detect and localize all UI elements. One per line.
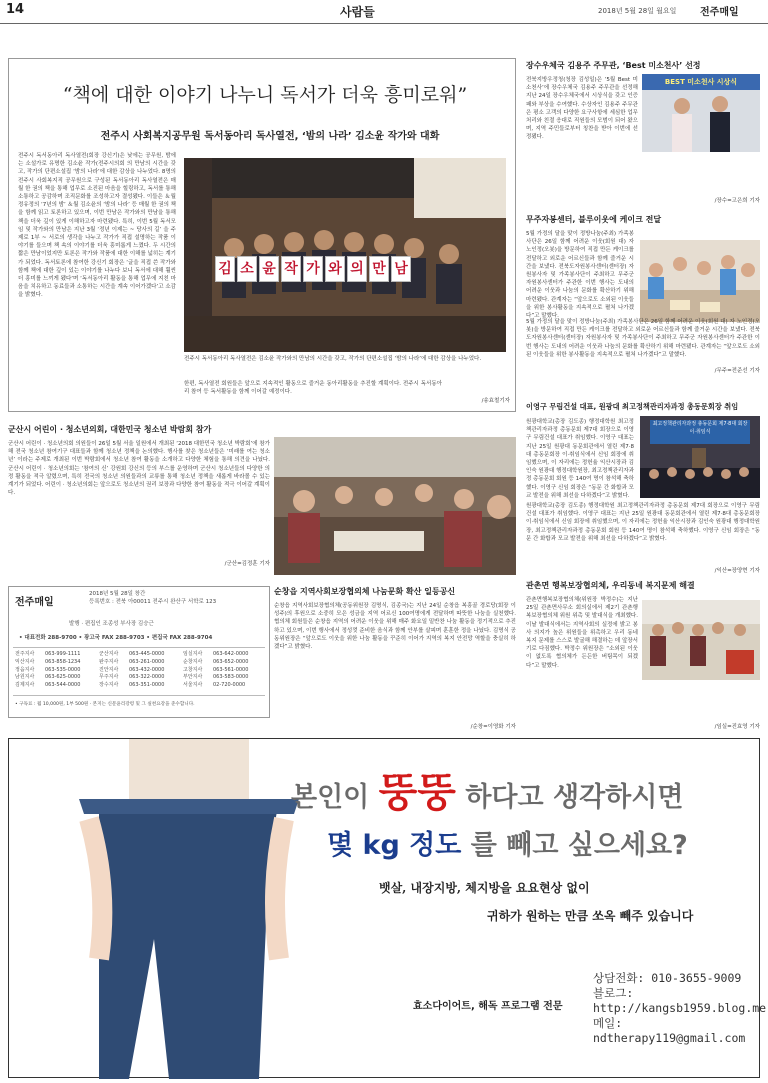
ceremony-screen-text: 최고정책관리자과정 총동문회 제7·8대 회장 이·취임식 — [652, 421, 748, 435]
event-photo-illustration — [274, 437, 516, 575]
sign-letter: 와 — [325, 256, 345, 282]
right-s2-headline: 무주자봉센터, 블루이웃에 케이크 전달 — [526, 215, 662, 224]
ad-contact — [593, 971, 766, 1046]
banner-label: BEST 미소천사 시상식 — [642, 74, 760, 90]
right-s3-photo — [640, 416, 760, 498]
right-s3-body-b: 원광대학교(총장 김도종) 행정대학원 최고정책관리자과정 총동문회 제7대 회장으로 이영구 무림건설 대표가 취임했다. 이영구 대표는 지난 25일 원광대 동문회관에서 열린 제7·8대 총동문회장 이·취임식에서 신임 회장에 취임했으며, 이 자리에는 정헌율 익산시장과 김인숙 원광대 행정대학원장, 최고정책관리자과정 총동문회 회원 등 140여 명이 참석해 축하했다. 이영구 신임 회장은 “동문 간 화합과 모교 발전을 위해 최선을 다하겠다”고 밝혔다. — [526, 503, 760, 542]
right-s2-body-a: 5월 가정의 달을 맞이 정방나눔(주최) 가족봉사단은 26일 함께 어려운 이웃(회원 대) 자 노인정(오봇)을 방문하여 직접 만든 케이크를 전달하고 외로운 어르신들과 함께 즐거운 시간을 보냈다. 전북도자원봉사센터(센터장) 자원봉사자 및 가족봉사단이 주최하고 무주군 자원봉사센터가 주관한 이번 행사는 도내의 어려운 이웃과 나눔의 문화를 확산하기 위해 마련됐다. 관계자는 “앞으로도 소외된 이웃들을 위한 봉사활동을 지속적으로 펼쳐 나가겠다”고 말했다. — [526, 231, 634, 320]
feature-tail: 한편, 독사열전 회원들은 앞으로 지속적인 활동으로 즐거운 동아리활동을 추진할 계획이다. 전주시 독서동아리 참여 등 독서활동을 함께 이어갈 예정이다. — [184, 381, 442, 396]
sunchang-byline: /순창=이영화 기자 — [470, 724, 516, 730]
masthead-col: 063-445-0000 063-261-0000 063-432-0000 063-322-0000 063-351-0000 — [129, 651, 165, 689]
feature-headline: “책에 대한 이야기 나누니 독서가 더욱 흥미로워” — [62, 84, 468, 106]
sign-letter: 의 — [347, 256, 367, 282]
newspaper-brand: 전주매일 — [700, 7, 739, 18]
page-header — [0, 0, 768, 24]
diet-advertisement — [8, 738, 767, 1078]
masthead-col: 군산지사 완주지사 진안지사 무주지사 장수지사 — [99, 651, 119, 689]
section-title: 사람들 — [340, 5, 375, 19]
ad-phone: 상담전화: 010-3655-9009 — [593, 971, 742, 985]
masthead-reg: 2018년 5월 28일 창간 — [89, 591, 146, 597]
issue-date: 2018년 5월 28일 월요일 — [598, 7, 677, 15]
sign-letter: 작 — [281, 256, 301, 282]
right-s2-byline: /무주=전준선 기자 — [714, 368, 760, 374]
right-s3-byline: /익산=장양현 기자 — [714, 568, 760, 574]
sunchang-headline: 순창읍 지역사회보장협의체 나눔문화 확산 일등공신 — [274, 587, 456, 596]
ad-line4: 귀하가 원하는 만큼 쏘옥 빼주 있습니다 — [487, 909, 694, 923]
cake-photo-illustration — [640, 240, 760, 322]
ad-line3: 뱃살, 내장지방, 체지방을 요요현상 없이 — [379, 881, 590, 895]
divider — [13, 695, 265, 696]
ad-line2: 몇 kg 정도 를 빼고 싶으세요? — [327, 830, 688, 861]
sign-letter: 가 — [303, 256, 323, 282]
right-s4-headline: 관촌면 행복보장협의체, 우리동네 복지문제 해결 — [526, 581, 695, 590]
feature-subtitle: 전주시 사회복지공무원 독서동아리 독사열전, ‘밤의 나라’ 김소윤 작가와 대화 — [100, 131, 440, 142]
masthead-foot: • 구독료 : 월 10,000원, 1부 500원 · 본지는 신문윤리강령 및 그 실천요강을 준수합니다. — [15, 702, 195, 707]
youth-byline: /군산=김정훈 기자 — [224, 561, 270, 567]
sign-letter: 남 — [391, 256, 411, 282]
ad-line1: 본인이 뚱뚱 하다고 생각하시면 — [291, 770, 684, 816]
page-number: 14 — [6, 2, 25, 17]
right-s2-photo — [640, 240, 760, 322]
right-s1-headline: 장수우체국 김용주 주무관, ‘Best 미소천사’ 선정 — [526, 61, 701, 70]
right-s4-body: 관촌면행복보장협의체(위원장 박정수)는 지난 25일 관촌면사무소 회의실에서 제2기 관촌행복보장협의체 위원 위촉 및 발대식을 개최했다. 이날 발대식에서는 지역사회의 실정에 밝고 봉사 의지가 높은 위원들을 위촉하고 우리 동네 복지 문제를 스스로 발굴해 해결하는 데 앞장서기로 다짐했다. 박정수 위원장은 “소외된 이웃이 없도록 협의체가 든든한 버팀목이 되겠다”고 말했다. — [526, 597, 638, 669]
feature-photo — [184, 158, 506, 352]
feature-body: 전주시 독서동아리 독사열전(회장 강신기)은 낮에는 공무원, 밤에는 소설가로 유명한 김소윤 작가(전주시의회 의 만남의 시간을 갖고, 작가의 단편소설집 ‘밤의 나라’에 대한 감상을 나누었다. 8명의 전주시 사회복지직 공무원으로 구성된 독서동아리 독사열전은 매월 한 권의 책을 통해 업무로 소진된 마음을 힐링하고, 독서를 통해 소통하고 공감하며 조직문화를 조성하고자 결성됐다. 이들은 ＆월 정유정의 ‘7년의 밤’ ＆월 김소윤의 ‘밤의 나라’ 등 매월 한 권의 책을 함께 읽고 토론하고 있으며, 이번 만남은 작가와의 만남을 통해 책을 더욱 깊이 있게 이해하고자 마련됐다. 특히, 이번 5월 독서모임 및 작가와의 만남은 지난 3월 ‘정년 이제는 ~ 당사의 길’ 을 주제로 1부 ~ 서로의 생각을 나누고 작가가 직접 설명하는 작품 이야기를 들으며 책 속의 이야기를 더욱 흥미롭게 느꼈다. 두 시간의 짧은 만남이었지만 토론은 작가와 작품에 대한 이해를 넓히는 계기가 되었다. 독서토론에 참여한 강신기 회장은 ‘글을 직접 쓴 작가와 함께 책에 대한 깊이 있는 이야기를 나누다 보니 독서에 대해 훨씬 더 흥미를 느끼게 됐다’며 ‘독서동아리 활동을 통해 업무에 지친 마음을 치유하고 동료들과 소통하는 시간을 계속 이어가겠다’고 소감을 밝혔다. — [18, 153, 176, 299]
welfare-photo-illustration — [642, 600, 760, 680]
masthead-box — [8, 586, 270, 718]
sign-letter: 만 — [369, 256, 389, 282]
divider — [13, 647, 265, 648]
right-s1-photo — [642, 74, 760, 152]
right-s3-headline: 이영구 무림건설 대표, 원광대 최고정책관리자과정 총동문회장 취임 — [526, 402, 739, 411]
sign-letter: 소 — [237, 256, 257, 282]
right-s4-byline: /임실=진효영 기자 — [714, 724, 760, 730]
waist-measure-illustration — [59, 739, 319, 1079]
masthead-col: 전주지사 익산지사 정읍지사 남원지사 김제지사 — [15, 651, 35, 689]
right-s1-byline: /장수=고은희 기자 — [714, 198, 760, 204]
ad-email: 메일: ndtherapy119@gmail.com — [593, 1016, 746, 1045]
sign-letter: 김 — [215, 256, 235, 282]
masthead-col: 063-999-1111 063-858-1234 063-535-0000 063-625-0000 063-544-0000 — [45, 651, 81, 689]
sunchang-photo — [274, 437, 516, 575]
sign-letter: 윤 — [259, 256, 279, 282]
feature-byline: /송효철기자 — [481, 398, 510, 404]
right-s4-photo — [642, 600, 760, 680]
youth-headline: 군산시 어린이 · 청소년의회, 대한민국 청소년 박람회 참가 — [8, 425, 212, 434]
right-s1-body: 전북지방우정청(청장 김성일)은 ‘5월 Best 미소천사’에 장수우체국 김용주 주무관을 선정해 지난 24일 장수우체국에서 시상식을 갖고 인증패와 부상을 수여했다. 수상자인 김용주 주무관은 평소 고객의 다양한 요구사항에 세심한 업무처리와 친절 응대로 직원들의 모범이 되어 왔으며, 지역 주민들로부터 칭찬을 받아 이번에 선정됐다. — [526, 77, 638, 141]
sunchang-body: 순창읍 지역사회보장협의체(공동위원장 김명식, 김종국)는 지난 24일 순창읍 복흥골 경로당(회장 이성주)의 후원으로 소중히 모은 성금을 지역 어르신 100여명에게 전달하며 따뜻한 나눔을 실천했다. 협의체 회원들은 순창읍 지역의 어려운 이웃을 위해 매주 화요일 밑반찬 나눔 활동을 정기적으로 추진하고 있으며, 이번 행사에서 정성껏 준비한 음식과 함께 안부를 살피며 훈훈한 정을 나눴다. 김명식 공동위원장은 “앞으로도 이웃을 위한 나눔 활동을 꾸준히 이어가 지역의 복지 안전망 역할을 충실히 하겠다”고 밝혔다. — [274, 603, 516, 651]
masthead-col: 임실지사 순창지사 고창지사 부안지사 서울지사 — [183, 651, 203, 689]
masthead-issue: 발행 · 편집인 조종성 부사장 김승근 — [69, 621, 154, 627]
ad-program: 효소다이어트, 해독 프로그램 전문 — [413, 1001, 563, 1012]
youth-body: 군산시 어린이 · 청소년의회 의원들이 26일 5월 서울 일원에서 개최된 ‘2018 대한민국 청소년 박람회’에 참가해 전국 청소년 참여기구 대표들과 함께 청소년 정책을 논의했다. 행사를 찾은 청소년들은 ‘미래를 여는 청소년’ 이라는 주제로 개최된 이번 박람회에서 청소년 참여 활동을 소개하고 다양한 체험을 통해 의견을 나눴다. 군산시 어린이 · 청소년의회는 ‘참여의 신’ 강원회 강신의 등의 부스를 운영하며 군산시 청소년들의 다양한 의정 활동을 적극 알렸으며, 특히 전국의 청소년 의원들과의 교류를 통해 청소년 정책을 새롭게 바라볼 수 있는 계기가 되었다. 어린이 · 청소년의회는 앞으로도 청소년의 권리 보장과 다양한 참여 활동을 적극 이어갈 계획이다. — [8, 441, 270, 497]
sign-row — [214, 256, 412, 282]
group-photo-illustration — [184, 158, 506, 352]
masthead-col: 063-642-0000 063-652-0000 063-561-0000 063-583-0000 02-720-0000 — [213, 651, 249, 689]
masthead-line1: • 대표전화 288-9700 • 광고국 FAX 288-9703 • 편집국 FAX 288-9704 — [19, 635, 213, 641]
award-photo-illustration — [642, 90, 760, 152]
right-s2-body-b: 5월 가정의 달을 맞이 정방나눔(주최) 가족봉사단은 26일 함께 어려운 이웃(회원 대) 자 노인정(오봇)을 방문하여 직접 만든 케이크를 전달하고 외로운 어르신들과 함께 즐거운 시간을 보냈다. 전북도자원봉사센터(센터장) 자원봉사자 및 가족봉사단이 주최하고 무주군 자원봉사센터가 주관한 이번 행사는 도내의 어려운 이웃과 나눔의 문화를 확산하기 위해 마련됐다. 관계자는 “앞으로도 소외된 이웃들을 위한 봉사활동을 지속적으로 펼쳐 나가겠다”고 말했다. — [526, 319, 760, 358]
feature-photo-caption: 전주시 독서동아리 독사열전은 김소윤 작가와의 만남의 시간을 갖고, 작가의 단편소설집 ‘밤의 나라’에 대한 감상을 나누었다. — [184, 356, 482, 362]
masthead-title: 전주매일 — [15, 597, 54, 608]
right-s3-body-a: 원광대학교(총장 김도종) 행정대학원 최고정책관리자과정 총동문회 제7대 회장으로 이영구 무림건설 대표가 취임했다. 이영구 대표는 지난 25일 원광대 동문회관에서 열린 제7·8대 총동문회장 이·취임식에서 신임 회장에 취임했으며, 이 자리에는 정헌율 익산시장과 김인숙 원광대 행정대학원장, 최고정책관리자과정 총동문회 회원 등 140여 명이 참석해 축하했다. 이영구 신임 회장은 “동문 간 화합과 모교 발전을 위해 최선을 다하겠다”고 밝혔다. — [526, 419, 634, 499]
masthead-addr: 등록번호 : 전북 아00011 전주시 완산구 서학로 123 — [89, 599, 217, 605]
ad-blog: 블로그: http://kangsb1959.blog.me — [593, 986, 767, 1015]
